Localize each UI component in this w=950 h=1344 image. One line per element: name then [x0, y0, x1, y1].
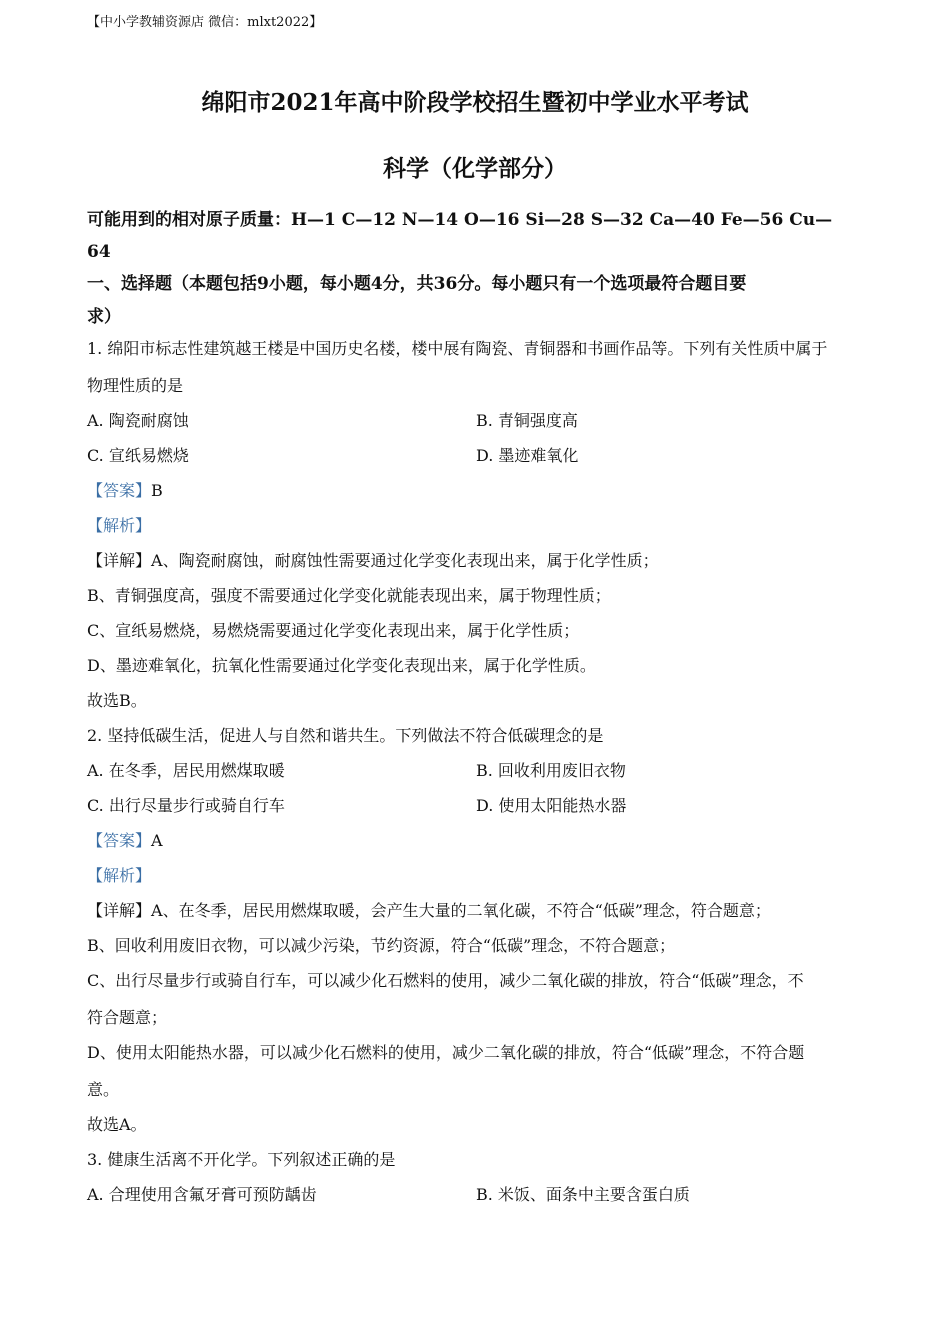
header-note: 【中小学教辅资源店 微信：mlxt2022】: [87, 15, 323, 30]
page-title: 绵阳市2021年高中阶段学校招生暨初中学业水平考试: [201, 89, 749, 116]
q1-detail-c: C、宣纸易燃烧，易燃烧需要通过化学变化表现出来，属于化学性质；: [87, 621, 580, 640]
q2-answer: [87, 830, 890, 852]
q1-answer: [87, 480, 890, 502]
q2-option-d: D. 使用太阳能热水器: [476, 796, 627, 815]
q2-option-c: C. 出行尽量步行或骑自行车: [87, 796, 285, 815]
q1-stem: 1. 绵阳市标志性建筑越王楼是中国历史名楼，楼中展有陶瓷、青铜器和书画作品等。下列有关性质中属于: [87, 339, 828, 358]
atomic-mass-line: 可能用到的相对原子质量：H—1 C—12 N—14 O—16 Si—28 S—32 Ca—40 Fe—56 Cu—: [87, 210, 833, 230]
q3-option-a: A. 合理使用含氟牙膏可预防龋齿: [87, 1185, 317, 1204]
analysis-label: 【解析】: [87, 866, 152, 885]
q2-detail-d: D、使用太阳能热水器，可以减少化石燃料的使用，减少二氧化碳的排放，符合“低碳”理念，不符合题: [87, 1043, 805, 1062]
q2-conclusion: 故选A。: [87, 1115, 147, 1134]
q1-stem-cont: 物理性质的是: [87, 376, 184, 395]
q2-detail-a-text: A、在冬季，居民用燃煤取暖，会产生大量的二氧化碳，不符合“低碳”理念，符合题意；: [151, 901, 771, 920]
detail-label: 【详解】: [87, 901, 152, 920]
page-subtitle: 科学（化学部分）: [383, 155, 567, 182]
q3-stem: 3. 健康生活离不开化学。下列叙述正确的是: [87, 1150, 396, 1169]
q1-analysis: [87, 515, 890, 537]
q1-detail-b: B、青铜强度高，强度不需要通过化学变化就能表现出来，属于物理性质；: [87, 586, 611, 605]
q1-option-a: A. 陶瓷耐腐蚀: [87, 411, 189, 430]
q2-option-b: B. 回收利用废旧衣物: [476, 761, 626, 780]
q3-option-b: B. 米饭、面条中主要含蛋白质: [476, 1185, 690, 1204]
section-heading: 一、选择题（本题包括9小题，每小题4分，共36分。每小题只有一个选项最符合题目要: [87, 274, 747, 294]
atomic-mass-line-cont: 64: [87, 242, 111, 262]
q2-detail-c-cont: 符合题意；: [87, 1008, 168, 1027]
q2-detail-b: B、回收利用废旧衣物，可以减少污染，节约资源，符合“低碳”理念，不符合题意；: [87, 936, 676, 955]
detail-label: 【详解】: [87, 551, 152, 570]
section-heading-cont: 求）: [87, 307, 121, 327]
q2-answer-value: A: [151, 831, 163, 850]
answer-label: 【答案】: [87, 831, 152, 850]
q2-detail-c: C、出行尽量步行或骑自行车，可以减少化石燃料的使用，减少二氧化碳的排放，符合“低碳”理念，不: [87, 971, 804, 990]
q2-analysis: [87, 865, 890, 887]
q1-option-b: B. 青铜强度高: [476, 411, 578, 430]
q1-option-c: C. 宣纸易燃烧: [87, 446, 189, 465]
q2-detail-d-cont: 意。: [87, 1080, 120, 1099]
q1-detail-a: [87, 550, 890, 572]
q2-option-a: A. 在冬季，居民用燃煤取暖: [87, 761, 285, 780]
q1-detail-a-text: A、陶瓷耐腐蚀，耐腐蚀性需要通过化学变化表现出来，属于化学性质；: [151, 551, 659, 570]
q1-option-d: D. 墨迹难氧化: [476, 446, 579, 465]
q1-conclusion: 故选B。: [87, 691, 147, 710]
q2-detail-a: [87, 900, 890, 922]
q1-answer-value: B: [151, 481, 163, 500]
analysis-label: 【解析】: [87, 516, 152, 535]
q1-detail-d: D、墨迹难氧化，抗氧化性需要通过化学变化表现出来，属于化学性质。: [87, 656, 596, 675]
q2-stem: 2. 坚持低碳生活，促进人与自然和谐共生。下列做法不符合低碳理念的是: [87, 726, 604, 745]
answer-label: 【答案】: [87, 481, 152, 500]
